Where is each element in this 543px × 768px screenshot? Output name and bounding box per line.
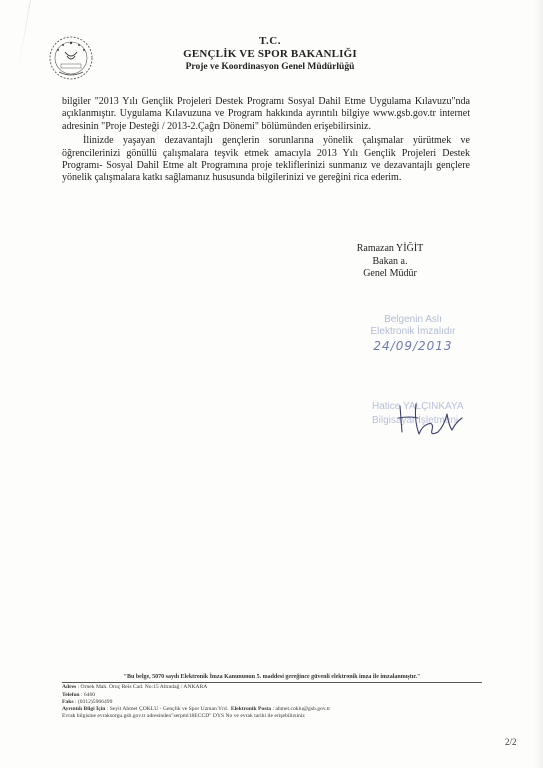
copy-signature [372,396,482,442]
letter-body [62,96,470,185]
stamp-line-2: Elektronik İmzalıdır [370,326,456,337]
letterhead-ministry: GENÇLİK VE SPOR BAKANLIĞI [183,48,357,60]
certified-copy-stamp [358,314,468,353]
faint-title: Bilgisayar İşletmeni [372,415,459,426]
scan-edge-shadow [533,0,543,768]
stamp-line-1: Belgenin Aslı [384,314,442,325]
ministry-logo [47,34,95,82]
footer-address-row [62,684,482,691]
address-label: Adres [62,684,77,691]
signature-block [330,243,450,281]
footer-verify-row: Evrak bilgisine evraksorgu.gsb.gov.tr adresinden"serpml18ECCD" DYS No ve evrak tarihi ile erişebilirsiniz [62,713,305,720]
body-paragraph-2: İlinizde yaşayan dezavantajlı gençlerin sorunlarına yönelik çalışmalar yürütmek ve öğrencilerinizi gönüllü çalışmalara teşvik etmek amacıyla 2013 Yılı Gençlik Projeleri Destek Programı- Sosyal Dahil Etme alt Programına proje tekliflerinizi sunmanız ve dezavantajlı gençlere yönelik çalışmalara katkı sağlamanız hususunda bilgilerinizi ve gereğini rica ederim. [62,135,470,184]
email-label: Elektronik Posta [230,706,272,713]
footer-phone-row [62,692,482,699]
email-value[interactable]: : ahmet.coklu@gsb.gov.tr [272,706,331,713]
letterhead [140,35,400,73]
handwritten-signature-icon [392,396,472,442]
signer-title-2: Genel Müdür [363,268,417,279]
fax-label: Faks [62,698,74,705]
letterhead-department: Proje ve Koordinasyon Genel Müdürlüğü [185,62,355,72]
footer-fax-row [62,699,482,706]
phone-value: : 6460 [80,691,96,698]
info-value: : Seyit Ahmet ÇOKLU - Gençlik ve Spor Uzman Yrd. [106,706,229,713]
scan-fold-mark [16,0,31,79]
letterhead-country: T.C. [259,35,281,47]
faint-name: Hatice YALÇINKAYA [372,401,464,412]
document-footer [62,674,482,721]
body-paragraph-1: bilgiler "2013 Yılı Gençlik Projeleri Destek Programı Sosyal Dahil Etme Uygulama Kılavuzu"nda açıklanmıştır. Uygulama Kılavuzuna ve Program hakkında ayrıntılı bilgiye www.gsb.gov.tr internet adresinin "Proje Desteği / 2013-2.Çağrı Dönemi" bölümünden erişebilirsiniz. [62,96,470,132]
stamp-date: 24/09/2013 [373,339,453,353]
signer-title-1: Bakan a. [372,255,408,267]
fax-value: : (0312)5966499 [74,698,113,705]
info-label: Ayrıntılı Bilgi İçin [62,706,106,713]
footer-contact-row [62,706,482,713]
phone-label: Telefon [62,691,80,698]
e-signature-notice: "Bu belge, 5070 sayılı Elektronik İmza Kanununun 5. maddesi gereğince güvenli elektronik imza ile imzalanmıştır." [62,674,482,683]
ministry-seal-icon [47,34,95,82]
signer-name: Ramazan YİĞİT [356,243,424,254]
page-number: 2/2 [505,737,517,747]
address-value: : Örnek Mah. Oruç Reis Cad. No:15 Altındağ / ANKARA [77,684,208,691]
